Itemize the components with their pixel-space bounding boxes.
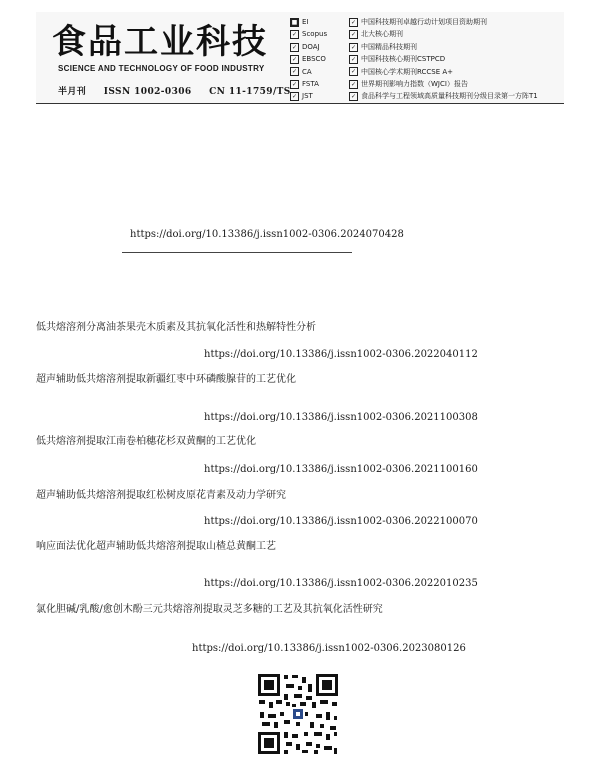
check-icon: ✓ <box>291 80 298 88</box>
check-icon: ✓ <box>350 93 357 101</box>
index-item: ✓ DOAJ <box>291 42 320 51</box>
check-icon: ✓ <box>350 18 357 26</box>
article-doi-1[interactable]: https://doi.org/10.13386/j.issn1002-0306.2022040112 <box>204 349 478 360</box>
check-icon: ✓ <box>291 31 298 39</box>
cn-label: CN 11-1759/TS <box>209 87 291 97</box>
article-doi-4[interactable]: https://doi.org/10.13386/j.issn1002-0306.2022100070 <box>204 516 478 527</box>
article-title-1[interactable]: 低共熔溶剂分离油茶果壳木质素及其抗氧化活性和热解特性分析 <box>36 322 316 333</box>
check-icon: ✓ <box>291 55 298 63</box>
journal-header <box>36 12 564 104</box>
issn-label: ISSN 1002-0306 <box>103 87 192 97</box>
journal-logo: 食品工业科技 <box>52 22 268 62</box>
check-icon: ✓ <box>291 43 298 51</box>
index-item: ✓ 中国精品科技期刊 <box>350 42 417 51</box>
article-doi-2[interactable]: https://doi.org/10.13386/j.issn1002-0306.2021100308 <box>204 412 478 423</box>
check-icon: ■ <box>291 18 298 26</box>
article-doi-5[interactable]: https://doi.org/10.13386/j.issn1002-0306.2022010235 <box>204 578 478 589</box>
main-doi-link[interactable]: https://doi.org/10.13386/j.issn1002-0306.2024070428 <box>130 229 404 240</box>
index-item: ✓ 北大核心期刊 <box>350 30 403 39</box>
index-item: ✓ JST <box>291 92 313 101</box>
index-item: ✓ 食品科学与工程领域高质量科技期刊分级目录第一方阵T1 <box>350 92 538 101</box>
check-icon: ✓ <box>291 68 298 76</box>
journal-english-title: SCIENCE AND TECHNOLOGY OF FOOD INDUSTRY <box>58 64 265 73</box>
article-doi-6[interactable]: https://doi.org/10.13386/j.issn1002-0306.2023080126 <box>192 643 466 654</box>
index-item: ✓ EBSCO <box>291 55 326 64</box>
index-item: ✓ 中国科技核心期刊CSTPCD <box>350 55 446 64</box>
check-icon: ✓ <box>350 80 357 88</box>
index-item: ✓ FSTA <box>291 80 319 89</box>
article-doi-3[interactable]: https://doi.org/10.13386/j.issn1002-0306.2021100160 <box>204 464 478 475</box>
index-item: ✓ 中国科技期刊卓越行动计划项目资助期刊 <box>350 18 487 26</box>
check-icon: ✓ <box>350 43 357 51</box>
frequency-label: 半月刊 <box>58 87 87 97</box>
article-title-4[interactable]: 超声辅助低共熔溶剂提取红松树皮原花青素及动力学研究 <box>36 490 286 501</box>
publication-info <box>58 84 305 97</box>
header-divider <box>36 103 564 104</box>
index-item: ✓ Scopus <box>291 30 328 39</box>
check-icon: ✓ <box>291 93 298 101</box>
doi-divider <box>122 252 352 253</box>
index-item: ✓ CA <box>291 67 312 76</box>
article-title-2[interactable]: 超声辅助低共熔溶剂提取新疆红枣中环磷酸腺苷的工艺优化 <box>36 374 296 385</box>
article-title-3[interactable]: 低共熔溶剂提取江南卷柏穗花杉双黄酮的工艺优化 <box>36 436 256 447</box>
check-icon: ✓ <box>350 68 357 76</box>
article-title-6[interactable]: 氯化胆碱/乳酸/愈创木酚三元共熔溶剂提取灵芝多糖的工艺及其抗氧化活性研究 <box>36 604 383 615</box>
index-item: ■ EI <box>291 18 309 26</box>
index-item: ✓ 世界期刊影响力指数（WJCI）报告 <box>350 80 468 89</box>
index-list-right <box>349 16 538 103</box>
check-icon: ✓ <box>350 55 357 63</box>
article-title-5[interactable]: 响应面法优化超声辅助低共熔溶剂提取山楂总黄酮工艺 <box>36 541 276 552</box>
check-icon: ✓ <box>350 31 357 39</box>
index-list-left <box>290 16 327 103</box>
qr-code-icon <box>256 672 340 756</box>
index-item: ✓ 中国核心学术期刊RCCSE A+ <box>350 67 454 76</box>
